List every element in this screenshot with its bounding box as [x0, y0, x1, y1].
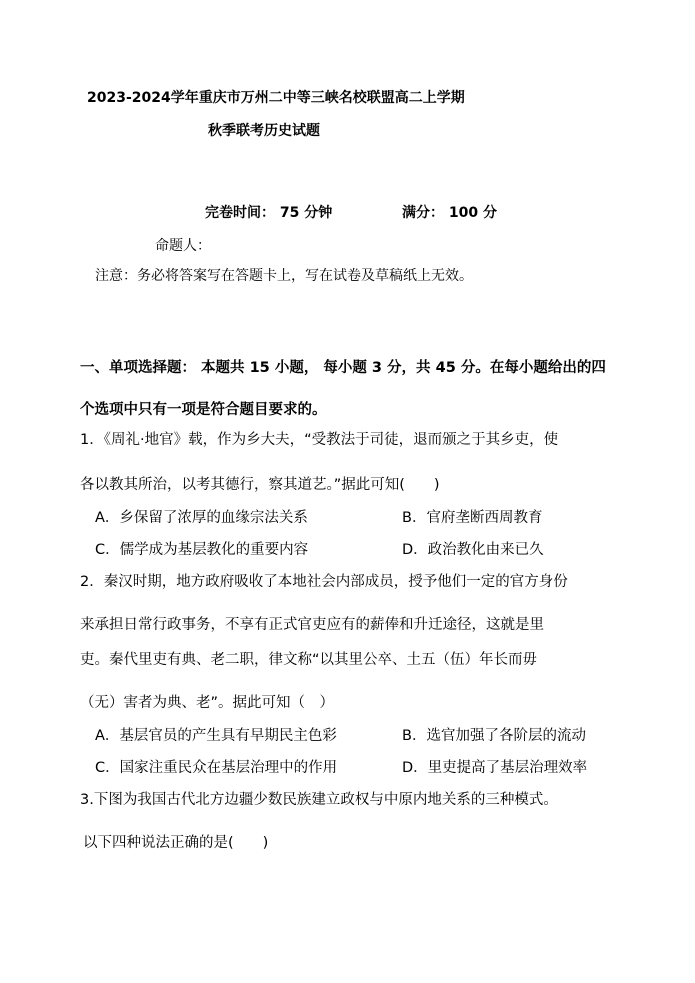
- exam-author: 命题人：: [155, 238, 211, 254]
- section-heading-line2: 个选项中只有一项是符合题目要求的。: [80, 402, 327, 418]
- question-2-option-b: B．选官加强了各阶层的流动: [402, 728, 586, 744]
- question-3-line2: 以下四种说法正确的是( ): [83, 835, 269, 851]
- question-2-line4: （无）害者为典、老”。据此可知（ ）: [80, 695, 335, 711]
- section-heading-line1: 一、单项选择题： 本题共 15 小题， 每小题 3 分，共 45 分。在每小题给出的四: [80, 360, 606, 376]
- question-1-option-c: C．儒学成为基层教化的重要内容: [95, 542, 309, 558]
- exam-score: 满分： 100 分: [402, 205, 497, 221]
- question-2-line1: 2．秦汉时期，地方政府吸收了本地社会内部成员，授予他们一定的官方身份: [80, 574, 568, 590]
- question-2-option-c: C．国家注重民众在基层治理中的作用: [95, 760, 338, 776]
- exam-notice: 注意：务必将答案写在答题卡上，写在试卷及草稿纸上无效。: [95, 268, 473, 284]
- question-2-line2: 来承担日常行政事务，不享有正式官吏应有的薪俸和升迁途径，这就是里: [80, 617, 544, 633]
- question-3-line1: 3.下图为我国古代北方边疆少数民族建立政权与中原内地关系的三种模式。: [80, 792, 558, 808]
- question-1-option-b: B．官府垄断西周教育: [402, 510, 543, 526]
- question-1-option-a: A．乡保留了浓厚的血缘宗法关系: [95, 510, 308, 526]
- question-1-option-d: D．政治教化由来已久: [402, 542, 544, 558]
- question-2-option-d: D．里吏提高了基层治理效率: [402, 760, 588, 776]
- exam-title-line1: 2023-2024学年重庆市万州二中等三峡名校联盟高二上学期: [87, 90, 465, 106]
- question-1-line1: 1．《周礼·地官》载，作为乡大夫，“受教法于司徒，退而颁之于其乡吏，使: [80, 432, 559, 448]
- question-2-line3: 吏。秦代里吏有典、老二职，律文称“以其里公卒、土五（伍）年长而毋: [80, 652, 538, 668]
- exam-time: 完卷时间： 75 分钟: [205, 205, 333, 221]
- exam-title-line2: 秋季联考历史试题: [208, 123, 320, 139]
- question-2-option-a: A．基层官员的产生具有早期民主色彩: [95, 728, 337, 744]
- question-1-line2: 各以教其所治，以考其德行，察其道艺。”据此可知( ): [80, 477, 440, 493]
